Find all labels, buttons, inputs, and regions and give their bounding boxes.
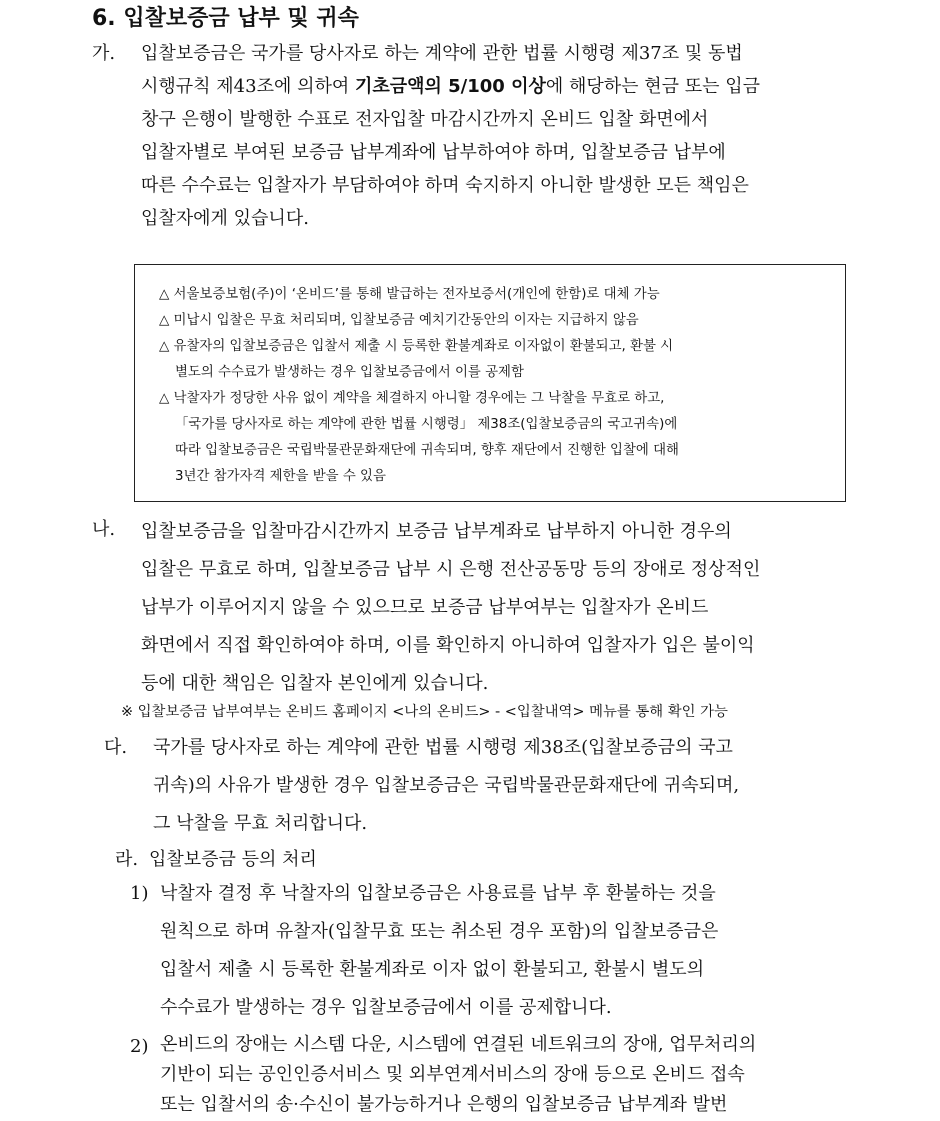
text-line xyxy=(141,70,760,103)
notice-line: 별도의 수수료가 발생하는 경우 입찰보증금에서 이를 공제함 xyxy=(175,365,524,380)
item-marker: 1) xyxy=(130,883,149,904)
text-line: 원칙으로 하며 유찰자(입찰무효 또는 취소된 경우 포함)의 입찰보증금은 xyxy=(160,921,719,942)
paragraph-marker: 다. xyxy=(104,737,128,758)
text-line: 또는 입찰서의 송·수신이 불가능하거나 은행의 입찰보증금 납부계좌 발번 xyxy=(160,1094,728,1115)
paragraph-marker: 가. xyxy=(92,43,116,64)
text-line: 귀속)의 사유가 발생한 경우 입찰보증금은 국립박물관문화재단에 귀속되며, xyxy=(153,775,740,796)
notice-line: 「국가를 당사자로 하는 계약에 관한 법률 시행령」 제38조(입찰보증금의 국고귀속)에 xyxy=(175,417,678,432)
bold-amount-text: 기초금액의 5/100 이상 xyxy=(354,76,546,97)
text-line: 창구 은행이 발행한 수표로 전자입찰 마감시간까지 온비드 입찰 화면에서 xyxy=(141,109,709,130)
text-line: 수수료가 발생하는 경우 입찰보증금에서 이를 공제합니다. xyxy=(160,997,612,1018)
notice-line: △ 미납시 입찰은 무효 처리되며, 입찰보증금 예치기간동안의 이자는 지급하지 않음 xyxy=(159,313,639,328)
notice-line: △ 유찰자의 입찰보증금은 입찰서 제출 시 등록한 환불계좌로 이자없이 환불되고, 환불 시 xyxy=(159,339,674,354)
notice-line: 따라 입찰보증금은 국립박물관문화재단에 귀속되며, 향후 재단에서 진행한 입찰에 대해 xyxy=(175,443,679,458)
text-span: 에 해당하는 현금 또는 입금 xyxy=(545,76,761,97)
text-line: 따른 수수료는 입찰자가 부담하여야 하며 숙지하지 아니한 발생한 모든 책임은 xyxy=(141,175,749,196)
text-line: 입찰서 제출 시 등록한 환불계좌로 이자 없이 환불되고, 환불시 별도의 xyxy=(160,959,705,980)
text-line: 국가를 당사자로 하는 계약에 관한 법률 시행령 제38조(입찰보증금의 국고 xyxy=(153,737,733,758)
text-line: 입찰자에게 있습니다. xyxy=(141,208,309,229)
text-line: 납부가 이루어지지 않을 수 있으므로 보증금 납부여부는 입찰자가 온비드 xyxy=(141,597,709,618)
notice-box xyxy=(134,264,846,502)
text-line: 화면에서 직접 확인하여야 하며, 이를 확인하지 아니하여 입찰자가 입은 불이익 xyxy=(141,635,755,656)
text-line: 낙찰자 결정 후 낙찰자의 입찰보증금은 사용료를 납부 후 환불하는 것을 xyxy=(160,883,716,904)
text-line: 입찰보증금은 국가를 당사자로 하는 계약에 관한 법률 시행령 제37조 및 동법 xyxy=(141,43,743,64)
text-line: 등에 대한 책임은 입찰자 본인에게 있습니다. xyxy=(141,673,489,694)
item-marker: 2) xyxy=(130,1036,149,1057)
text-line: 온비드의 장애는 시스템 다운, 시스템에 연결된 네트워크의 장애, 업무처리의 xyxy=(160,1034,757,1055)
notice-line: 3년간 참가자격 제한을 받을 수 있음 xyxy=(175,469,386,484)
text-line: 입찰자별로 부여된 보증금 납부계좌에 납부하여야 하며, 입찰보증금 납부에 xyxy=(141,142,726,163)
notice-line: △ 낙찰자가 정당한 사유 없이 계약을 체결하지 아니할 경우에는 그 낙찰을 무효로 하고, xyxy=(159,391,665,406)
section-heading: 6. 입찰보증금 납부 및 귀속 xyxy=(92,6,359,31)
text-line: 입찰보증금을 입찰마감시간까지 보증금 납부계좌로 납부하지 아니한 경우의 xyxy=(141,521,732,542)
paragraph-marker: 라. xyxy=(115,849,139,870)
text-line: 입찰은 무효로 하며, 입찰보증금 납부 시 은행 전산공동망 등의 장애로 정상적인 xyxy=(141,559,761,580)
text-line: 기반이 되는 공인인증서비스 및 외부연계서비스의 장애 등으로 온비드 접속 xyxy=(160,1064,745,1085)
paragraph-marker: 나. xyxy=(92,519,116,540)
notice-line: △ 서울보증보험(주)이 ‘온비드’를 통해 발급하는 전자보증서(개인에 한함)로 대체 가능 xyxy=(159,287,660,302)
paragraph-title: 입찰보증금 등의 처리 xyxy=(149,849,317,870)
reference-note: ※ 입찰보증금 납부여부는 온비드 홈페이지 <나의 온비드> - <입찰내역> 메뉴를 통해 확인 가능 xyxy=(121,704,728,720)
text-line: 그 낙찰을 무효 처리합니다. xyxy=(153,813,368,834)
text-span: 시행규칙 제43조에 의하여 xyxy=(141,76,355,97)
